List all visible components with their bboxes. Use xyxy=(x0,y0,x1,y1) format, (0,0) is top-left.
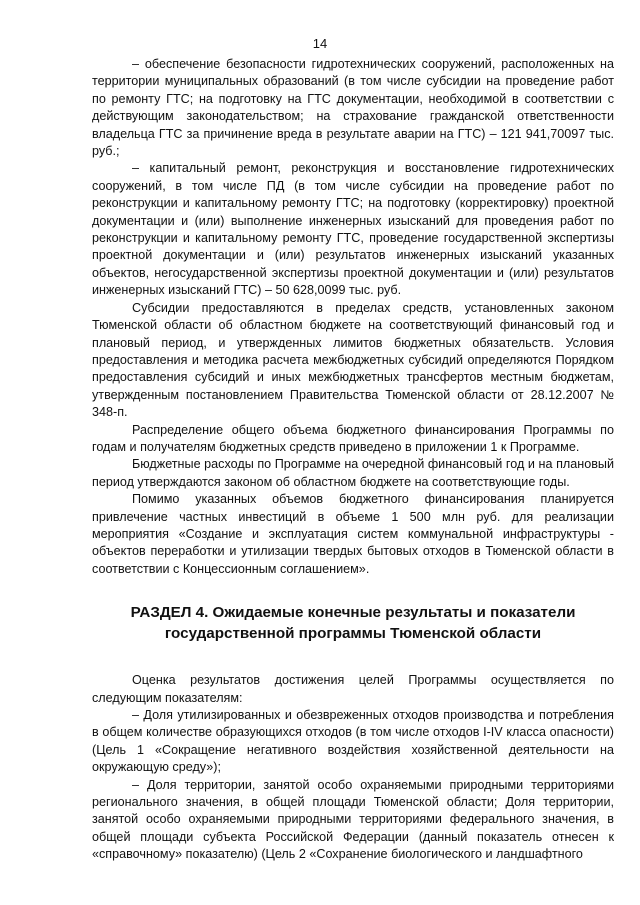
section-heading-line-1: РАЗДЕЛ 4. Ожидаемые конечные результаты и показатели xyxy=(130,604,576,622)
paragraph-gts-safety: – обеспечение безопасности гидротехнических сооружений, расположенных на территории муниципальных образований (в том числе субсидии на проведение работ по ремонту ГТС; на подготовку на ГТС документации, необходимой в соответствии с действующим законодательством; на страхование гражданской ответственности владельца ГТС за причинение вреда в результате аварии на ГТС) – 121 941,70097 тыс. руб.; xyxy=(92,57,614,159)
paragraph-subsidies: Субсидии предоставляются в пределах средств, установленных законом Тюменской области об областном бюджете на соответствующий финансовый год и плановый период, и утвержденных лимитов бюджетных обязательств. Условия предоставления и методика расчета межбюджетных субсидий определяются Порядком предоставления субсидий и иных межбюджетных трансфертов местным бюджетам, утвержденным постановлением Правительства Тюменской области от 28.12.2007 № 348-п. xyxy=(92,300,614,420)
page-number: 14 xyxy=(312,36,328,51)
paragraph-waste-indicator: – Доля утилизированных и обезвреженных отходов производства и потребления в общем количестве образующихся отходов (в том числе отходов I-IV класса опасности) (Цель 1 «Сокращение негативного воздействия хозяйственной деятельности на окружающую среду»); xyxy=(92,708,614,775)
section-heading-line-2: государственной программы Тюменской области xyxy=(164,625,542,643)
paragraph-private-investment: Помимо указанных объемов бюджетного финансирования планируется привлечение частных инвестиций в объеме 1 500 млн руб. для реализации мероприятия «Создание и эксплуатация систем коммунальной инфраструктуры - объектов переработки и утилизации твердых бытовых отходов в Тюменской области в соответствии с Концессионным соглашением». xyxy=(92,492,614,576)
paragraph-distribution: Распределение общего объема бюджетного финансирования Программы по годам и получателям бюджетных средств приведено в приложении 1 к Программе. xyxy=(92,422,614,454)
paragraph-budget-expenses: Бюджетные расходы по Программе на очередной финансовый год и на плановый период утверждаются законом об областном бюджете на соответствующие годы. xyxy=(92,457,614,489)
section-heading xyxy=(92,602,614,644)
paragraph-protected-areas-indicator: – Доля территории, занятой особо охраняемыми природными территориями регионального значения, в общей площади Тюменской области; Доля территории, занятой особо охраняемыми природными территориями федерального значения, в общей площади субъекта Российской Федерации (данный показатель отнесен к «справочному» показателю) (Цель 2 «Сохранение биологического и ландшафтного xyxy=(92,777,614,862)
paragraph-gts-repair: – капитальный ремонт, реконструкция и восстановление гидротехнических сооружений, в том числе ПД (в том числе субсидии на проведение работ по реконструкции и капитальному ремонту ГТС; на подготовку (корректировку) проектной документации и (или) выполнение инженерных изысканий для проведения работ по реконструкции и капитальному ремонту ГТС, проведение государственной экспертизы проектной документации и (или) результатов инженерных изысканий указанных объектов, негосударственной экспертизы проектной документации и (или) результатов инженерных изысканий ГТС) – 50 628,0099 тыс. руб. xyxy=(92,161,614,298)
paragraph-evaluation: Оценка результатов достижения целей Программы осуществляется по следующим показателям: xyxy=(92,673,614,705)
document-body xyxy=(92,56,614,864)
